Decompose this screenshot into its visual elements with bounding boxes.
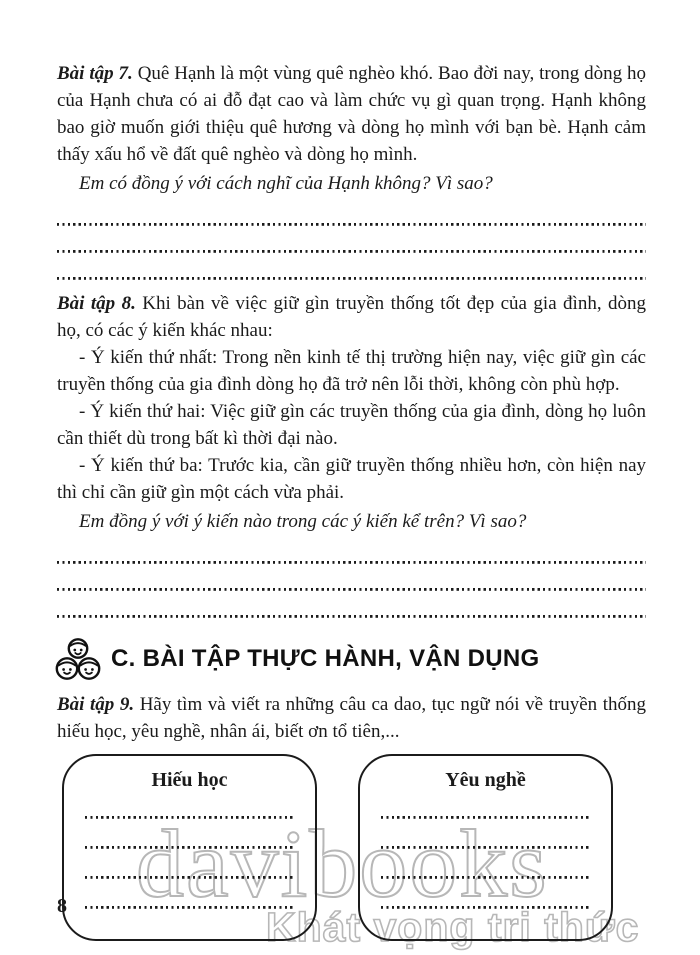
- exercise7-question: Em có đồng ý với cách nghĩ của Hạnh không? Vì sao?: [79, 173, 493, 194]
- answer-line: [85, 886, 294, 916]
- exercise8-opinion-2: - Ý kiến thứ hai: Việc giữ gìn các truyền thống của gia đình, dòng họ luôn cần thiết dù trong bất kì thời đại nào.: [57, 401, 646, 449]
- exercise8-question: Em đồng ý với ý kiến nào trong các ý kiến kể trên? Vì sao?: [79, 511, 527, 532]
- exercise8-answer-area: [57, 542, 646, 623]
- answer-line: [57, 231, 646, 258]
- exercise8-body: Khi bàn về việc giữ gìn truyền thống tốt đẹp của gia đình, dòng họ, có các ý kiến khác nhau:: [57, 293, 646, 341]
- exercise7-answer-area: [57, 204, 646, 285]
- yeu-nghe-box: [358, 754, 613, 941]
- answer-line: [85, 826, 294, 856]
- answer-line: [381, 826, 590, 856]
- answer-line: [85, 796, 294, 826]
- answer-line: [57, 204, 646, 231]
- exercise9-body: Hãy tìm và viết ra những câu ca dao, tục ngữ nói về truyền thống hiếu học, yêu nghề, nhân ái, biết ơn tổ tiên,...: [57, 694, 647, 742]
- watermark-slogan: Khát vọng tri thức: [266, 904, 640, 950]
- answer-boxes-row: [62, 754, 646, 941]
- exercise8-paragraph: [57, 290, 646, 344]
- answer-line: [57, 596, 646, 623]
- three-children-faces-icon: [55, 637, 101, 681]
- answer-line: [381, 856, 590, 886]
- yeu-nghe-answer-area: [381, 796, 590, 916]
- page-content: [57, 60, 646, 941]
- exercise8-label: Bài tập 8.: [57, 293, 136, 314]
- answer-line: [57, 569, 646, 596]
- watermark-brand: davibooks: [136, 810, 549, 917]
- answer-line: [381, 796, 590, 826]
- answer-line: [381, 886, 590, 916]
- box-title: Yêu nghề: [445, 769, 526, 791]
- answer-line: [85, 856, 294, 886]
- section-c-header: [55, 637, 646, 681]
- exercise8-opinion-1: - Ý kiến thứ nhất: Trong nền kinh tế thị trường hiện nay, việc giữ gìn các truyền thống của gia đình dòng họ đã trở nên lỗi thời, không còn phù hợp.: [57, 347, 646, 395]
- answer-line: [57, 542, 646, 569]
- box-title: Hiếu học: [151, 769, 228, 791]
- exercise8-opinion-3: - Ý kiến thứ ba: Trước kia, cần giữ truyền thống nhiều hơn, còn hiện nay thì chỉ cần giữ gìn một cách vừa phải.: [57, 455, 646, 503]
- exercise9-paragraph: [57, 691, 646, 745]
- exercise7-paragraph: [57, 60, 646, 168]
- section-c-title: C. BÀI TẬP THỰC HÀNH, VẬN DỤNG: [111, 645, 540, 672]
- exercise7-label: Bài tập 7.: [57, 63, 133, 84]
- exercise9-label: Bài tập 9.: [57, 694, 135, 715]
- answer-line: [57, 258, 646, 285]
- hieu-hoc-box: [62, 754, 317, 941]
- page-number: 8: [57, 895, 67, 917]
- hieu-hoc-answer-area: [85, 796, 294, 916]
- exercise7-body: Quê Hạnh là một vùng quê nghèo khó. Bao đời nay, trong dòng họ của Hạnh chưa có ai đỗ đạt cao và làm chức vụ gì quan trọng. Hạnh không bao giờ muốn giới thiệu quê hương và dòng họ mình với bạn bè. Hạnh cảm thấy xấu hổ về đất quê nghèo và dòng họ mình.: [57, 63, 647, 165]
